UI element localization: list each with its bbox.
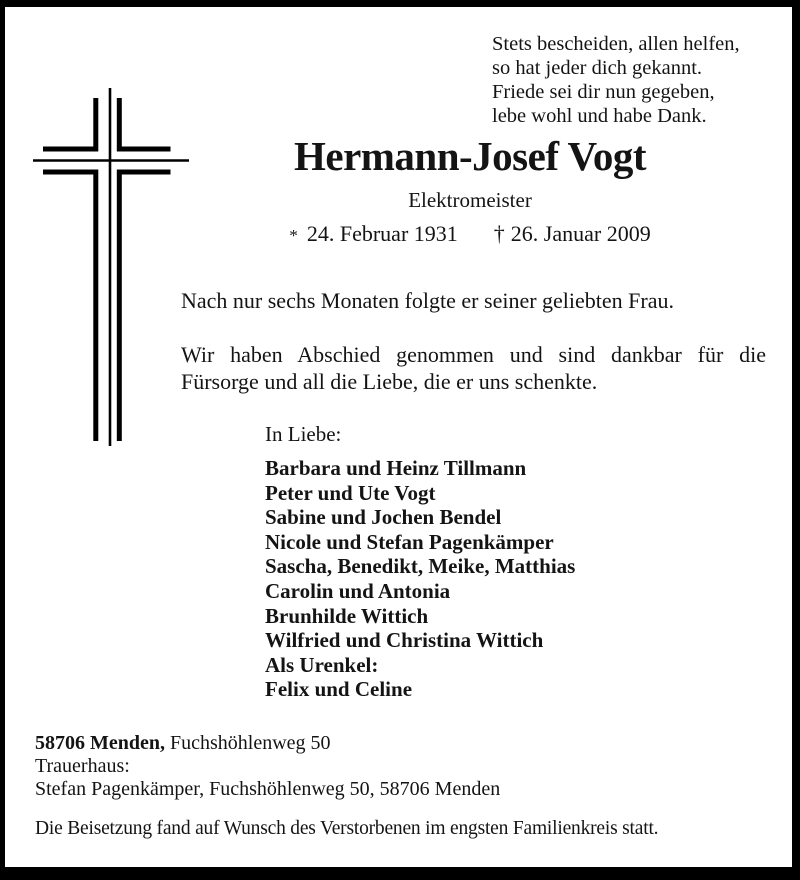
cross-bracket-bottom-right bbox=[119, 172, 170, 441]
address-street: Fuchshöhlenweg 50 bbox=[170, 732, 331, 754]
life-dates bbox=[185, 221, 755, 247]
notice-paragraph-2: Wir haben Abschied genommen und sind dankbar für die Fürsorge und all die Liebe, die er uns schenkte. bbox=[181, 342, 766, 394]
born-star-icon: * bbox=[289, 225, 298, 245]
address-block bbox=[35, 732, 500, 801]
cross-bracket-top-left bbox=[43, 98, 96, 149]
trauerhaus-address: Stefan Pagenkämper, Fuchshöhlenweg 50, 58706 Menden bbox=[35, 778, 501, 800]
mourner-line: Nicole und Stefan Pagenkämper bbox=[265, 529, 554, 554]
mourner-line: Barbara und Heinz Tillmann bbox=[265, 456, 527, 480]
mourner-line: Brunhilde Wittich bbox=[265, 603, 429, 628]
cross-bracket-top-right bbox=[119, 98, 170, 149]
notice-paragraph-1: Nach nur sechs Monaten folgte er seiner geliebten Frau. bbox=[181, 288, 674, 313]
poem-line: Stets bescheiden, allen helfen, bbox=[492, 33, 740, 55]
mourner-line: Wilfried und Christina Wittich bbox=[265, 628, 544, 653]
mourner-line: Carolin und Antonia bbox=[265, 578, 451, 603]
closing-phrase: In Liebe: bbox=[265, 422, 342, 446]
address-city: 58706 Menden, bbox=[35, 732, 165, 754]
mourners-list bbox=[265, 456, 575, 702]
deceased-name: Hermann-Josef Vogt bbox=[293, 133, 646, 179]
poem-line: lebe wohl und habe Dank. bbox=[492, 105, 707, 127]
mourner-line: Als Urenkel: bbox=[265, 652, 379, 677]
funeral-note: Die Beisetzung fand auf Wunsch des Verstorbenen im engsten Familienkreis statt. bbox=[35, 818, 659, 839]
poem-line: Friede sei dir nun gegeben, bbox=[492, 81, 715, 103]
died-dagger-icon: † bbox=[493, 221, 505, 246]
birth-date: 24. Februar 1931 bbox=[306, 221, 458, 246]
deceased-profession: Elektromeister bbox=[408, 188, 532, 212]
mourner-line: Sascha, Benedikt, Meike, Matthias bbox=[265, 554, 576, 579]
address-line-home bbox=[35, 732, 500, 755]
death-date: 26. Januar 2009 bbox=[510, 221, 651, 246]
mourner-line: Peter und Ute Vogt bbox=[265, 480, 436, 505]
poem-line: so hat jeder dich gekannt. bbox=[492, 57, 703, 79]
mourner-line: Sabine und Jochen Bendel bbox=[265, 505, 502, 530]
mourner-line: Felix und Celine bbox=[265, 677, 413, 702]
poem bbox=[492, 32, 740, 128]
cross-bracket-bottom-left bbox=[43, 172, 96, 441]
memorial-cross-icon bbox=[28, 85, 196, 453]
trauerhaus-label: Trauerhaus: bbox=[35, 755, 130, 777]
